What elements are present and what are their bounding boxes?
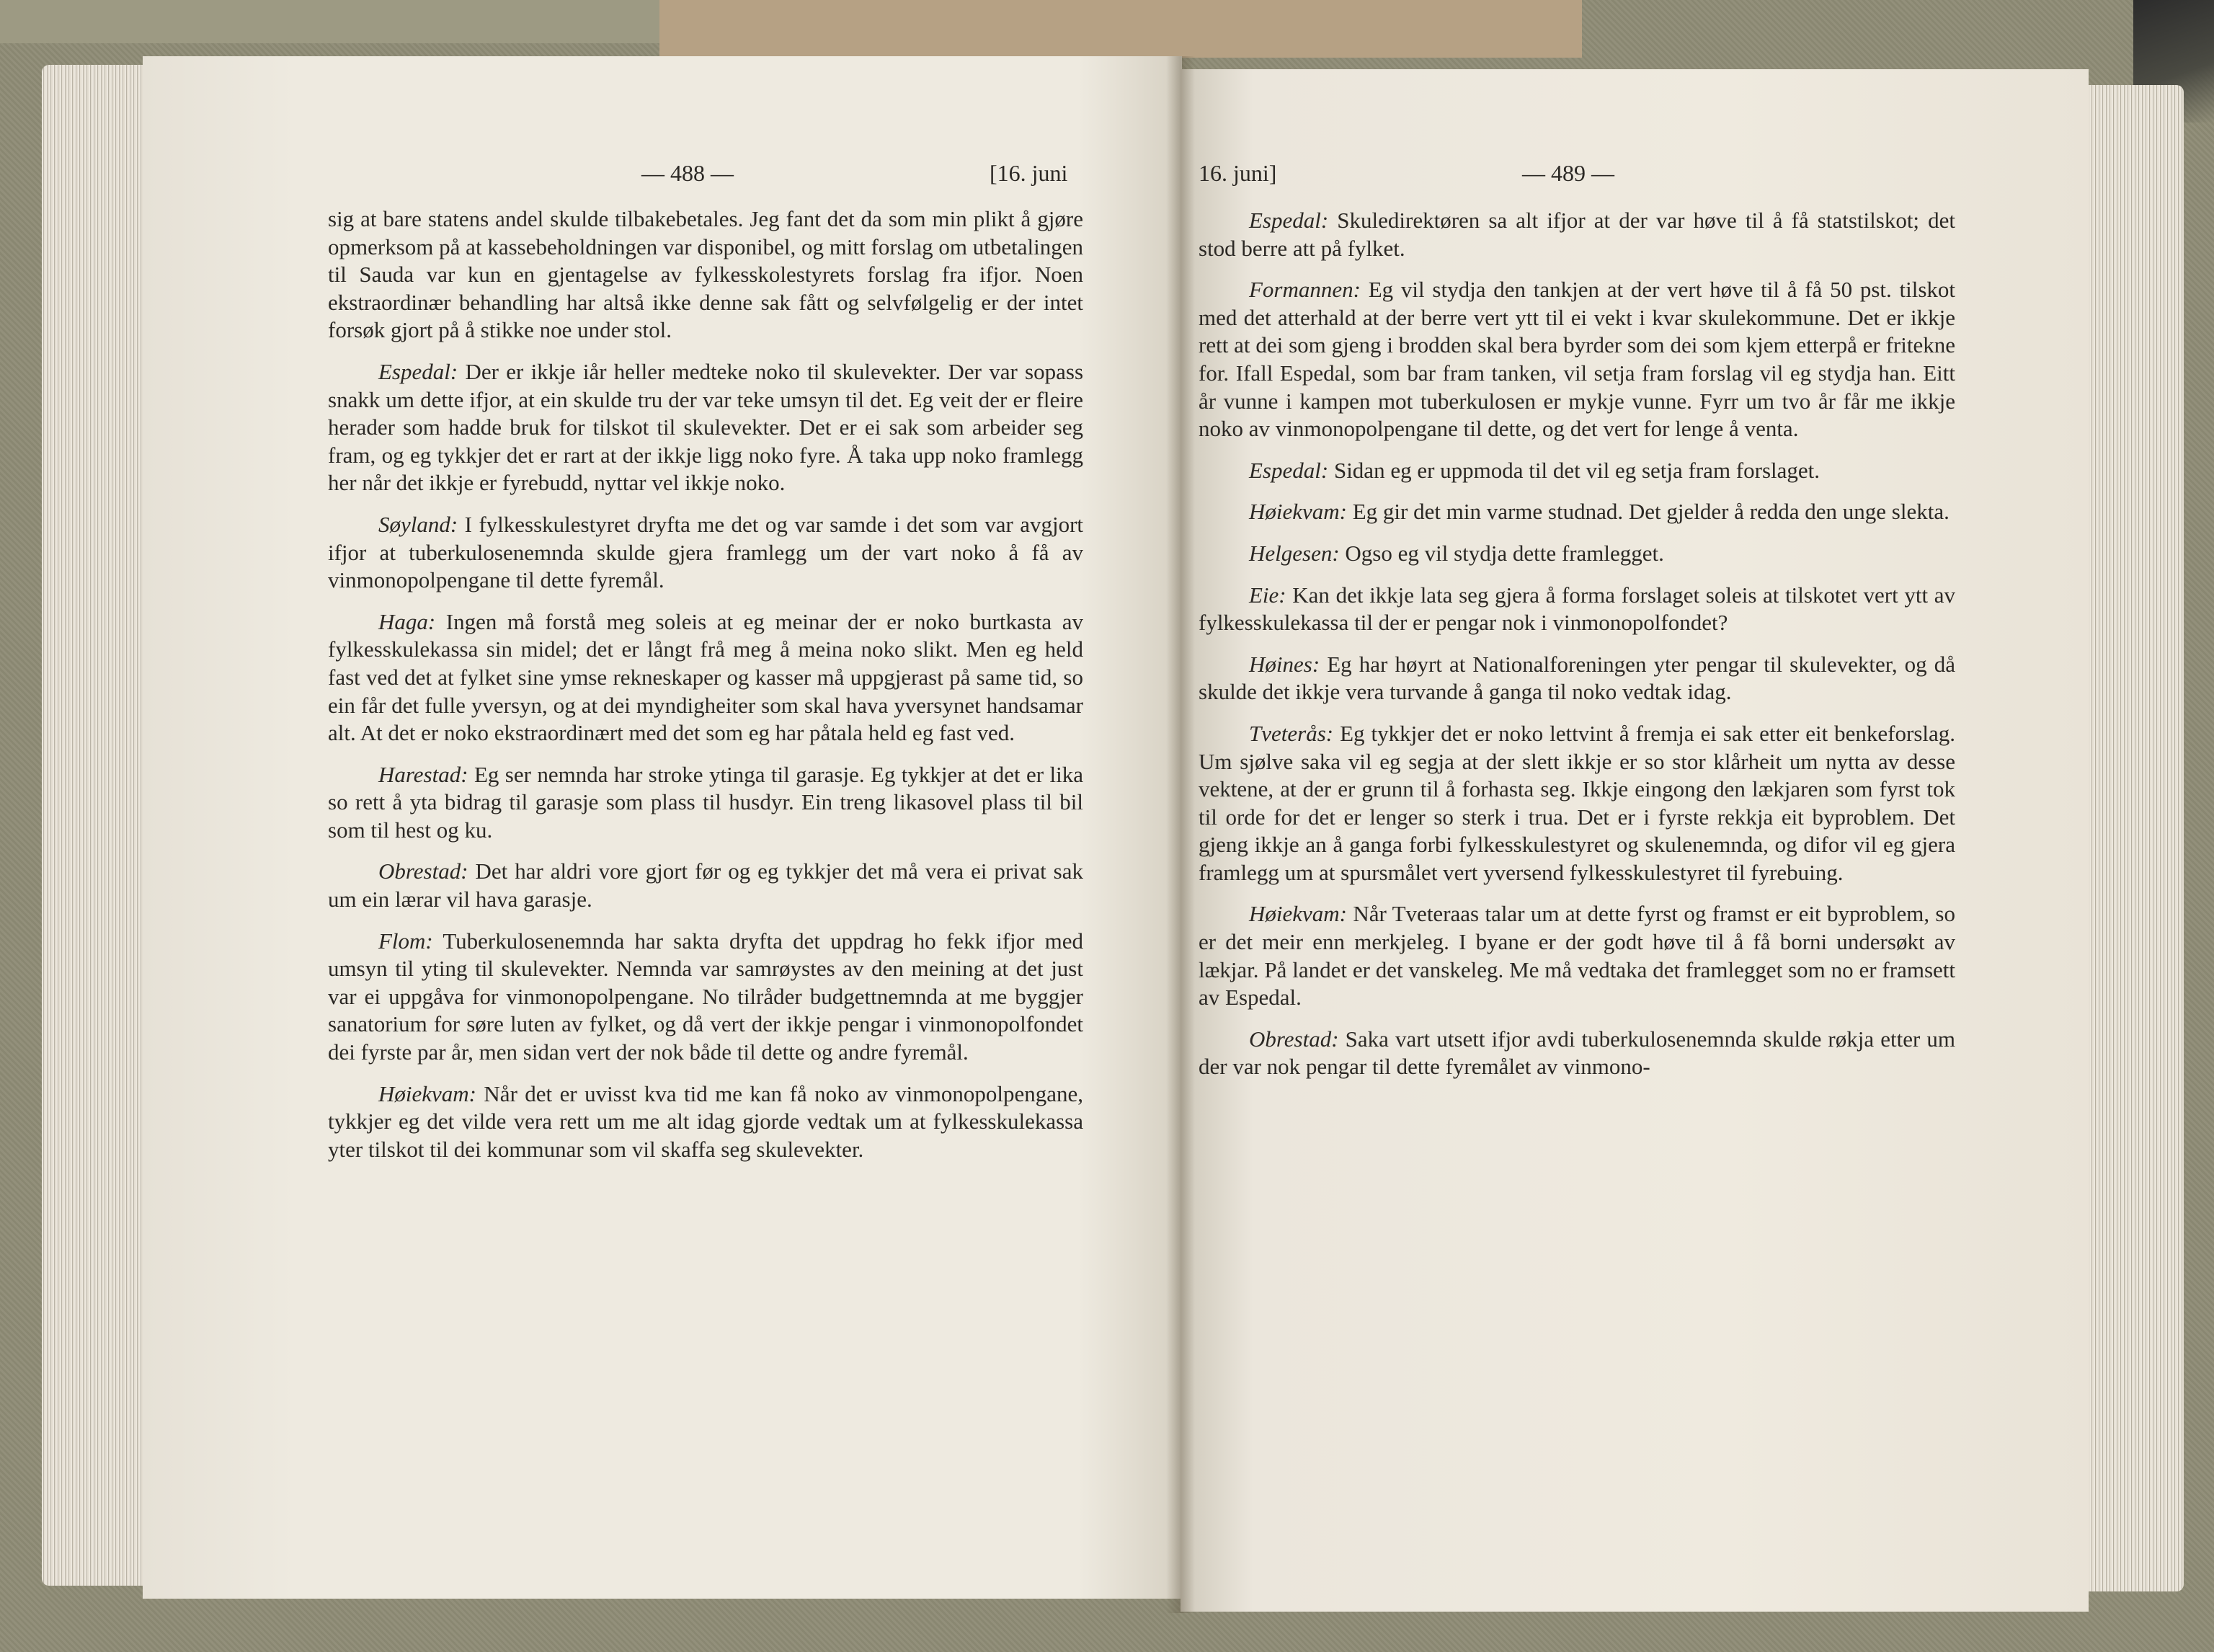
paragraph-text: Eg tykkjer det er noko lettvint å fremja ei sak etter eit benkeforslag. Um sjølve saka vil eg segja at der slett ikkje er so stor klårheit um nytta av desse vektene, at der er grunn til å forhasta seg. Ikkje eingong den lækjaren som fyrst tok til orde for det er lenger so sterk i trua. Det er i fyrste rekkja eit byproblem. Det gjeng ikkje an å ganga forbi fylkesskulestyret og skulenemnda, og difor vil eg gjera framlegg um at spursmålet vert yversend fylkesskulestyret til fyrebuing.: [1199, 720, 1956, 885]
right-page-number: — 489 —: [1522, 160, 1614, 186]
paragraph: [1199, 1026, 1955, 1081]
paragraph: [328, 928, 1083, 1067]
paragraph: [328, 608, 1083, 747]
speaker-name: Flom:: [378, 928, 433, 954]
paragraph: [328, 858, 1083, 913]
speaker-name: Haga:: [378, 608, 436, 634]
paragraph: [1199, 207, 1955, 262]
page-edges-left: [42, 65, 146, 1586]
paragraph-text: Kan det ikkje lata seg gjera å forma forslaget soleis at tilskotet vert ytt av fylkesskulekassa til der er pengar nok i vinmonopolfondet?: [1199, 582, 1956, 636]
speaker-name: Harestad:: [378, 761, 468, 787]
right-text-column: [1199, 207, 1955, 1095]
speaker-name: Espedal:: [1249, 208, 1329, 233]
paragraph-text: Ogso eg vil stydja dette framlegget.: [1345, 540, 1664, 566]
paragraph-text: Skuledirektøren sa alt ifjor at der var høve til å få statstilskot; det stod berre att på fylket.: [1199, 208, 1955, 261]
paragraph: [1199, 651, 1955, 706]
speaker-name: Formannen:: [1249, 277, 1361, 303]
paragraph: [1199, 582, 1955, 637]
paragraph: [1199, 540, 1955, 568]
paragraph-text: Når Tveteraas talar um at dette fyrst og framst er eit byproblem, so er det meir enn merkjeleg. I byane er der godt høve til å få borni undersøkt av lækjar. På landet er det vanskeleg. Me må vedtaka det framlegget som no er framsett av Espedal.: [1199, 901, 1956, 1011]
background-cloth-top: [0, 0, 663, 43]
left-text-column: [328, 205, 1083, 1177]
left-page-number: — 488 —: [641, 160, 734, 186]
paragraph: [1199, 720, 1955, 887]
paragraph: [328, 511, 1083, 595]
paragraph-text: Tuberkulosenemnda har sakta dryfta det uppdrag ho fekk ifjor med umsyn til yting til skulevekter. Nemnda var samrøystes av den meining at det just var ei uppgåva for vinmonopolpengane. No tilråder budgettnemnda at me byggjer sanatorium for søre luten av fylket, og då vert der ikkje pengar i vinmonopolfondet dei fyrste par år, men sidan vert der nok både til dette og andre fyremål.: [328, 928, 1083, 1065]
page-edges-right: [2083, 85, 2184, 1591]
speaker-name: Obrestad:: [1249, 1026, 1339, 1052]
left-page-date: [16. juni: [990, 160, 1068, 186]
background-board: [659, 0, 1582, 58]
paragraph-text: Det har aldri vore gjort før og eg tykkjer det må vera ei privat sak um ein lærar vil hava garasje.: [328, 858, 1084, 912]
paragraph: [1199, 457, 1955, 485]
paragraph: [328, 358, 1083, 497]
speaker-name: Høiekvam:: [378, 1080, 476, 1106]
paragraph: [328, 1080, 1083, 1164]
paragraph-text: Ingen må forstå meg soleis at eg meinar der er noko burtkasta av fylkesskulekassa sin midel; det er långt frå meg å meina noko slikt. Men eg held fast ved det at fylket sine ymse rekneskaper og kasser må uppgjerast på same tid, so ein får det fulle yversyn, og at dei myndigheiter som skal hava yversynet handsamar alt. At det er noko ekstraordinært med det som eg har påtala held eg fast ved.: [328, 608, 1083, 746]
paragraph-text: Saka vart utsett ifjor avdi tuberkulosenemnda skulde røkja etter um der var nok pengar til dette fyremålet av vinmono-: [1199, 1026, 1956, 1080]
speaker-name: Høines:: [1249, 651, 1320, 677]
speaker-name: Espedal:: [378, 358, 458, 384]
paragraph-text: Når det er uvisst kva tid me kan få noko av vinmonopolpengane, tykkjer eg det vilde vera rett um me alt idag gjorde vedtak um at fylkesskulekassa yter tilskot til dei kommunar som vil skaffa seg skulevekter.: [328, 1080, 1084, 1162]
speaker-name: Tveterås:: [1249, 720, 1334, 746]
speaker-name: Obrestad:: [378, 858, 468, 884]
speaker-name: Eie:: [1249, 582, 1286, 608]
speaker-name: Helgesen:: [1249, 540, 1340, 566]
speaker-name: Høiekvam:: [1249, 499, 1347, 525]
paragraph: [1199, 498, 1955, 526]
paragraph: [328, 205, 1083, 345]
speaker-name: Espedal:: [1249, 457, 1329, 483]
paragraph: [1199, 276, 1955, 443]
speaker-name: Høiekvam:: [1249, 901, 1347, 927]
paragraph-text: Der er ikkje iår heller medteke noko til skulevekter. Der var sopass snakk um dette ifjor, at ein skulde tru der var teke umsyn til det. Eg veit der er fleire herader som hadde bruk for tilskot til skulevekter. Det er ei sak som arbeider seg fram, og eg tykkjer det er rart at der ikkje ligg noko fyre. Å taka upp noko framlegg her når det ikkje er fyrebudd, nyttar vel ikkje noko.: [328, 358, 1084, 496]
paragraph-text: sig at bare statens andel skulde tilbakebetales. Jeg fant det da som min plikt å gjøre opmerksom på at kassebeholdningen var disponibel, og mitt forslag om utbetalingen til Sauda var kun en gjentagelse av fylkesskolestyrets forslag fra ifjor. Noen ekstraordinær behandling har altså ikke denne sak fått og selvfølgelig er der intet forsøk gjort på å stikke noe under stol.: [328, 206, 1083, 343]
paragraph: [1199, 900, 1955, 1011]
speaker-name: Søyland:: [378, 511, 458, 537]
right-page-date: 16. juni]: [1199, 160, 1277, 186]
paragraph-text: Sidan eg er uppmoda til det vil eg setja fram forslaget.: [1333, 457, 1820, 483]
book-gutter: [1166, 56, 1195, 1613]
paragraph-text: Eg har høyrt at Nationalforeningen yter pengar til skulevekter, og då skulde det ikkje vera turvande å ganga til noko vedtak idag.: [1199, 651, 1955, 705]
paragraph-text: I fylkesskulestyret dryfta me det og var samde i det som var avgjort ifjor at tuberkulosenemnda skulde gjera framlegg um der vart noko å få av vinmonopolpengane til dette fyremål.: [328, 511, 1084, 593]
paragraph-text: Eg ser nemnda har stroke ytinga til garasje. Eg tykkjer at det er lika so rett å yta bidrag til garasje som plass til husdyr. Ein treng likasovel plass til bil som til hest og ku.: [328, 761, 1083, 843]
paragraph-text: Eg gir det min varme studnad. Det gjelder å redda den unge slekta.: [1352, 499, 1950, 525]
paragraph-text: Eg vil stydja den tankjen at der vert høve til å få 50 pst. tilskot med det atterhald at der berre vert ytt til ei vekt i kvar skulekommune. Det er ikkje rett at dei som gjeng i brodden skal bera byrder som dei som kjem etterpå er fritekne for. Ifall Espedal, som bar fram tanken, vil setja fram forslag vil eg stydja han. Eitt år vunne i kampen mot tuberkulosen er mykje vunne. Fyrr um tvo år får me ikkje noko av vinmonopolpengane til dette, og det vert for lenge å venta.: [1199, 277, 1956, 442]
paragraph: [328, 761, 1083, 845]
